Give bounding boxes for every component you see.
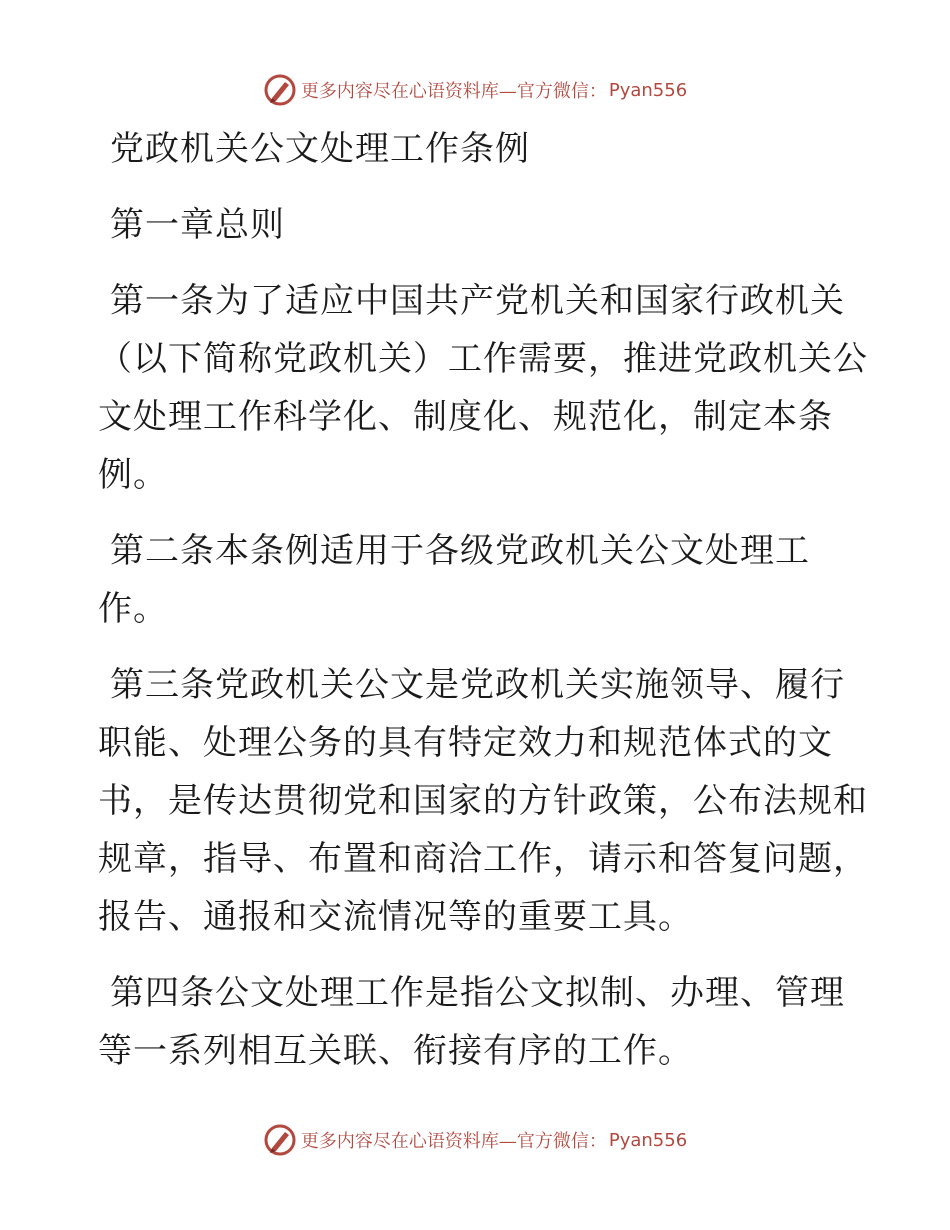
- article-2: [98, 522, 858, 638]
- document-title: 党政机关公文处理工作条例: [110, 129, 530, 169]
- watermark-text: 更多内容尽在心语资料库—官方微信：: [300, 1131, 607, 1152]
- article-line: 第一条为了适应中国共产党机关和国家行政机关: [110, 281, 845, 321]
- article-line: 第四条公文处理工作是指公文拟制、办理、管理: [110, 973, 845, 1013]
- document-body: [98, 120, 868, 1080]
- article-line: 作。: [98, 589, 168, 629]
- chapter-heading: 第一章总则: [110, 205, 285, 245]
- article-line: 规章，指导、布置和商洽工作，请示和答复问题，: [98, 839, 868, 879]
- article-line: 例。: [98, 455, 168, 495]
- pen-logo-icon: [263, 1123, 297, 1157]
- article-1: [98, 272, 868, 504]
- article-line: 第二条本条例适用于各级党政机关公文处理工: [110, 531, 810, 571]
- footer-watermark: [0, 1120, 950, 1160]
- article-line: 职能、处理公务的具有特定效力和规范体式的文: [98, 723, 833, 763]
- watermark-text: 更多内容尽在心语资料库—官方微信：: [300, 81, 607, 102]
- article-line: 第三条党政机关公文是党政机关实施领导、履行: [110, 665, 845, 705]
- watermark-brand: Pyan556: [608, 79, 688, 101]
- header-watermark: [0, 70, 950, 110]
- article-line: 书，是传达贯彻党和国家的方针政策，公布法规和: [98, 781, 868, 821]
- article-line: （以下简称党政机关）工作需要，推进党政机关公: [98, 339, 868, 379]
- article-3: [98, 656, 868, 946]
- article-line: 文处理工作科学化、制度化、规范化，制定本条: [98, 397, 833, 437]
- article-line: 等一系列相互关联、衔接有序的工作。: [98, 1031, 693, 1071]
- article-4: [98, 964, 858, 1080]
- watermark-brand: Pyan556: [608, 1129, 688, 1151]
- article-line: 报告、通报和交流情况等的重要工具。: [98, 897, 693, 937]
- pen-logo-icon: [263, 73, 297, 107]
